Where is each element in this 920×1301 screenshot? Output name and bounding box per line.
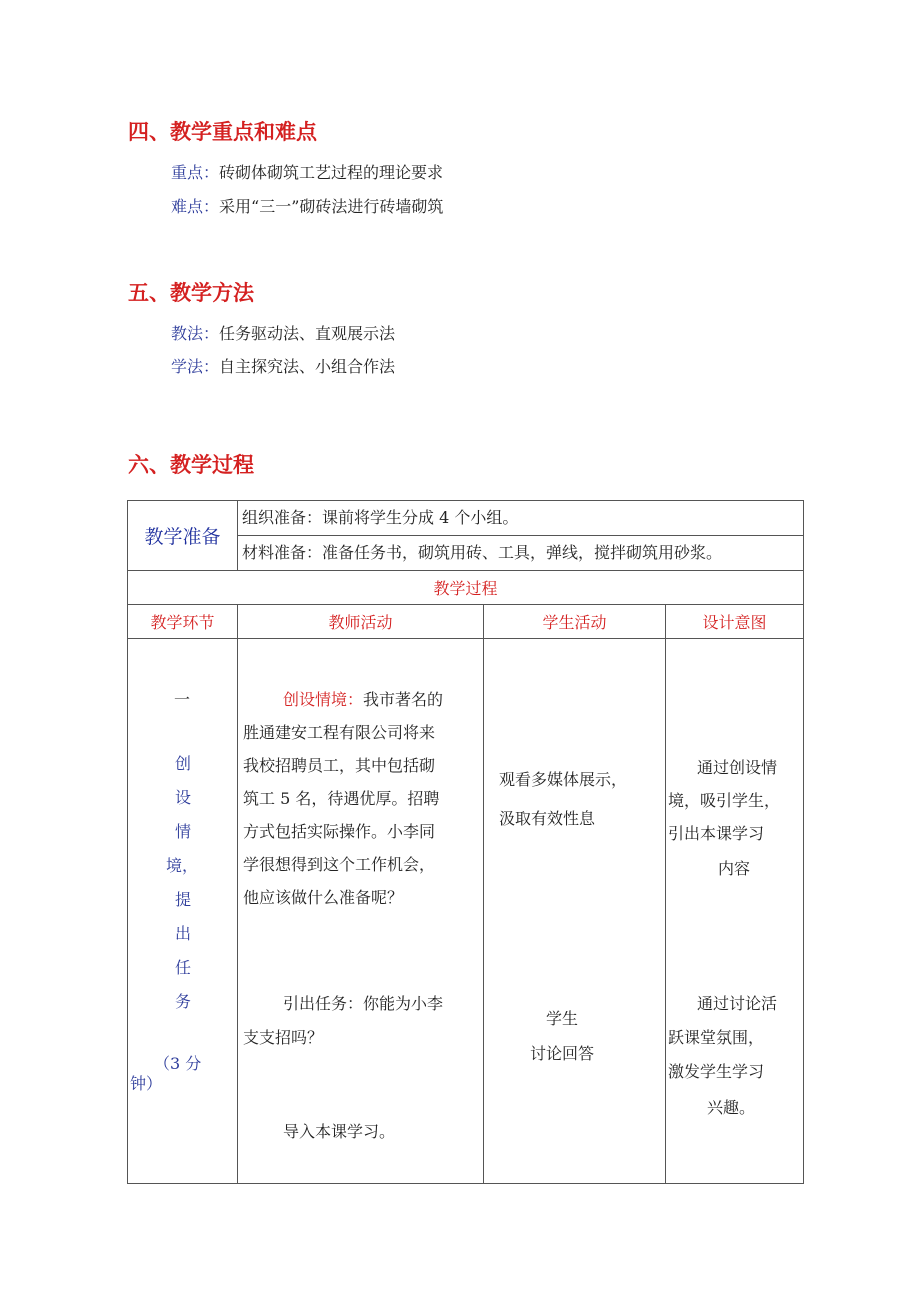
design-intent-cell: [666, 639, 804, 1184]
design-text: 境，吸引学生，: [668, 791, 781, 810]
stage-char: 务: [175, 992, 192, 1011]
learning-method-label: 学法：: [171, 357, 220, 376]
design-text: 跃课堂氛围，: [668, 1028, 765, 1047]
stage-char: 创: [175, 754, 192, 773]
stage-char: 提: [175, 890, 192, 909]
teacher-text: 我市著名的: [363, 690, 444, 709]
student-activity-cell: [484, 639, 666, 1184]
learning-method-line: [171, 354, 395, 377]
stage-cell: [128, 639, 238, 1184]
design-text: 激发学生学习: [668, 1062, 765, 1081]
section-5-heading: 五、教学方法: [128, 281, 254, 305]
intro-text: 导入本课学习。: [283, 1122, 396, 1141]
header-design: 设计意图: [666, 605, 804, 639]
prep-materials: 材料准备：准备任务书，砌筑用砖、工具，弹线，搅拌砌筑用砂浆。: [238, 536, 804, 571]
header-stage: 教学环节: [128, 605, 238, 639]
student-text: 观看多媒体展示，: [499, 770, 628, 789]
teacher-text: 他应该做什么准备呢？: [243, 888, 404, 907]
stage-time: （3 分: [154, 1054, 202, 1073]
teaching-method-line: [171, 321, 395, 344]
teaching-process-table: [127, 500, 804, 1184]
process-title-cell: 教学过程: [128, 571, 804, 605]
design-text: 内容: [718, 859, 751, 878]
difficulty-label: 难点：: [171, 197, 220, 216]
teaching-method-label: 教法：: [171, 324, 220, 343]
student-text: 学生: [546, 1009, 579, 1028]
teacher-text: 方式包括实际操作。小李同: [243, 822, 436, 841]
situation-label: 创设情境：: [283, 690, 364, 709]
stage-char: 出: [175, 924, 192, 943]
design-text: 引出本课学习: [668, 824, 765, 843]
teacher-text: 学很想得到这个工作机会，: [243, 855, 436, 874]
stage-char: 任: [175, 958, 192, 977]
teacher-activity-cell: [238, 639, 484, 1184]
design-text: 通过创设情: [697, 758, 778, 777]
key-point-label: 重点：: [171, 163, 220, 182]
learning-method-text: 自主探究法、小组合作法: [219, 357, 396, 376]
prep-title-cell: 教学准备: [128, 501, 238, 571]
student-text: 汲取有效性息: [499, 809, 596, 828]
teacher-text: 胜通建安工程有限公司将来: [243, 723, 436, 742]
section-4-heading: 四、教学重点和难点: [128, 120, 317, 144]
design-text: 兴趣。: [707, 1098, 756, 1117]
header-teacher: 教师活动: [238, 605, 484, 639]
stage-char: 设: [175, 788, 192, 807]
section-6-heading: 六、教学过程: [128, 453, 254, 477]
key-point-line: [171, 160, 443, 183]
header-student: 学生活动: [484, 605, 666, 639]
stage-number: 一: [174, 690, 191, 709]
difficulty-line: [171, 194, 443, 217]
teacher-line-1: [283, 687, 443, 710]
stage-time-clipped: [128, 1071, 188, 1093]
teacher-text: 筑工 5 名，待遇优厚。招聘: [243, 789, 440, 808]
task-text: 引出任务：你能为小李: [283, 994, 444, 1013]
stage-char: 情: [175, 822, 192, 841]
task-text: 支支招吗？: [243, 1028, 324, 1047]
key-point-text: 砖砌体砌筑工艺过程的理论要求: [219, 163, 444, 182]
prep-organization: 组织准备：课前将学生分成 4 个小组。: [238, 501, 804, 536]
difficulty-text: 采用“三一”砌砖法进行砖墙砌筑: [219, 197, 444, 216]
teacher-text: 我校招聘员工，其中包括砌: [243, 756, 436, 775]
stage-char: 境，: [166, 856, 199, 875]
student-text: 讨论回答: [530, 1044, 595, 1063]
design-text: 通过讨论活: [697, 994, 778, 1013]
stage-time-cut: 钟）: [130, 1074, 163, 1093]
teaching-method-text: 任务驱动法、直观展示法: [219, 324, 396, 343]
